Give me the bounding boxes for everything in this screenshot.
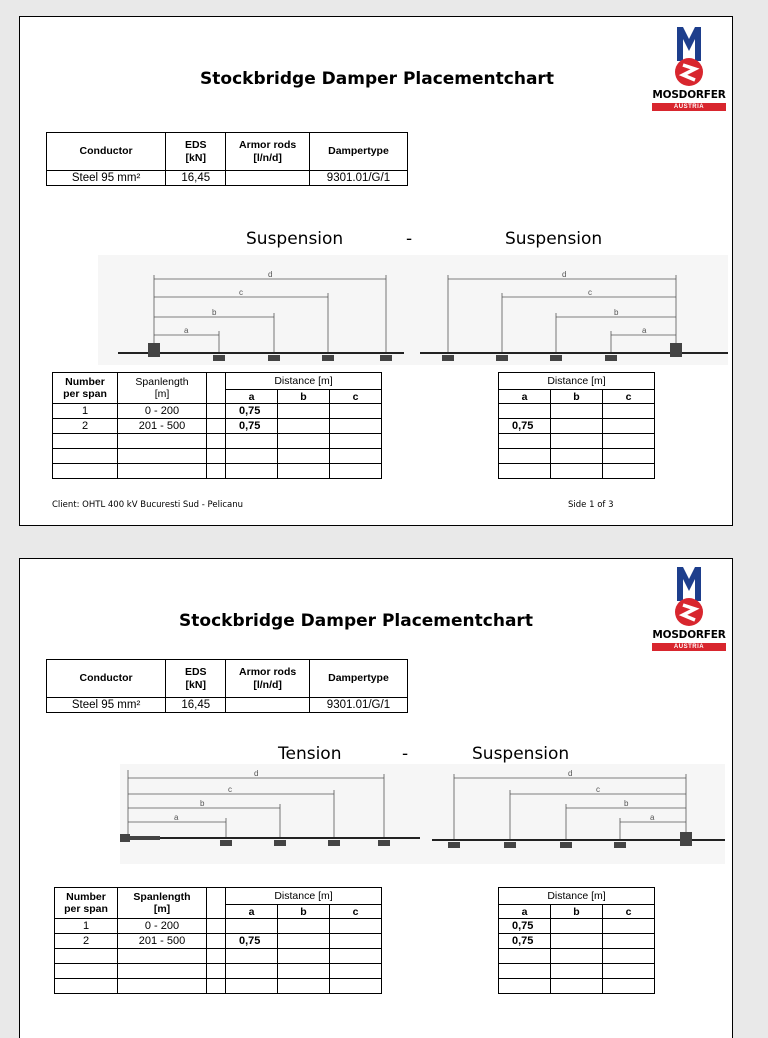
spacer-col <box>207 888 226 919</box>
cell-dampertype: 9301.01/G/1 <box>309 171 407 186</box>
cell-span: 0 - 200 <box>118 919 207 934</box>
table-row <box>55 979 655 994</box>
header-a: a <box>226 390 278 404</box>
cell-c-right <box>603 404 655 419</box>
dim-label-b: b <box>200 799 205 808</box>
cell-b <box>278 934 330 949</box>
config-right: Suspension <box>505 229 603 249</box>
cell-conductor: Steel 95 mm² <box>47 698 166 713</box>
cell-spacer <box>207 419 226 434</box>
cell-b-right <box>551 419 603 434</box>
header-a-right: a <box>499 390 551 404</box>
cell-span: 201 - 500 <box>118 419 207 434</box>
header-conductor: Conductor <box>47 660 166 698</box>
cell-spacer <box>207 919 226 934</box>
logo-brand: MOSDORFER <box>652 89 726 101</box>
cell-c <box>330 404 382 419</box>
dim-label-a-right: a <box>650 813 655 822</box>
header-conductor: Conductor <box>47 133 166 171</box>
header-armor-rods: Armor rods [l/n/d] <box>226 133 310 171</box>
cell-a: 0,75 <box>226 404 278 419</box>
header-c-right: c <box>603 905 655 919</box>
table-row <box>55 949 655 964</box>
header-distance-right: Distance [m] <box>499 888 655 905</box>
damper-diagram-1 <box>98 255 728 365</box>
cell-a <box>226 919 278 934</box>
conductor-table <box>46 659 408 713</box>
header-c: c <box>330 905 382 919</box>
table-row <box>55 934 655 949</box>
header-b-right: b <box>551 905 603 919</box>
gap-col <box>382 888 499 994</box>
cell-span: 201 - 500 <box>118 934 207 949</box>
header-c: c <box>330 390 382 404</box>
header-distance-left: Distance [m] <box>226 888 382 905</box>
header-distance-left: Distance [m] <box>226 373 382 390</box>
dim-label-d: d <box>268 270 273 279</box>
table-row <box>55 964 655 979</box>
dim-label-c-right: c <box>588 288 592 297</box>
cell-b-right <box>551 404 603 419</box>
header-b: b <box>278 390 330 404</box>
cell-conductor: Steel 95 mm² <box>47 171 166 186</box>
cell-a-right: 0,75 <box>499 934 551 949</box>
dim-label-a-right: a <box>642 326 647 335</box>
cell-eds: 16,45 <box>166 171 226 186</box>
header-b: b <box>278 905 330 919</box>
sheet-title: Stockbridge Damper Placementchart <box>179 611 533 631</box>
cell-c <box>330 934 382 949</box>
cell-b <box>278 419 330 434</box>
cell-number: 1 <box>53 404 118 419</box>
cell-b <box>278 404 330 419</box>
header-b-right: b <box>551 390 603 404</box>
header-a: a <box>226 905 278 919</box>
sheet-2 <box>19 558 733 1038</box>
dim-label-d: d <box>254 769 259 778</box>
header-eds: EDS [kN] <box>166 660 226 698</box>
dim-label-c: c <box>239 288 243 297</box>
cell-b-right <box>551 934 603 949</box>
dim-label-d-right: d <box>562 270 567 279</box>
table-row <box>53 404 655 419</box>
cell-dampertype: 9301.01/G/1 <box>309 698 407 713</box>
config-left: Tension <box>278 744 342 764</box>
logo-brand: MOSDORFER <box>652 629 726 641</box>
header-spanlength: Spanlength [m] <box>118 373 207 404</box>
header-distance-right: Distance [m] <box>499 373 655 390</box>
distance-table <box>52 372 655 479</box>
header-spanlength: Spanlength [m] <box>118 888 207 919</box>
config-left: Suspension <box>246 229 344 249</box>
damper-diagram-2 <box>120 764 725 864</box>
spacer-col <box>207 373 226 404</box>
header-number-per-span: Number per span <box>53 373 118 404</box>
header-dampertype: Dampertype <box>309 133 407 171</box>
cell-c <box>330 919 382 934</box>
cell-c-right <box>603 919 655 934</box>
mosdorfer-logo <box>649 565 729 661</box>
dim-label-a: a <box>184 326 189 335</box>
header-eds: EDS [kN] <box>166 133 226 171</box>
table-row <box>53 449 655 464</box>
footer-page: Side 1 of 3 <box>568 500 614 510</box>
header-dampertype: Dampertype <box>309 660 407 698</box>
header-c-right: c <box>603 390 655 404</box>
cell-a: 0,75 <box>226 419 278 434</box>
sheet-1 <box>19 16 733 526</box>
dim-label-d-right: d <box>568 769 573 778</box>
cell-number: 2 <box>55 934 118 949</box>
table-row <box>53 464 655 479</box>
cell-spacer <box>207 404 226 419</box>
table-row <box>53 419 655 434</box>
config-separator: - <box>406 229 413 249</box>
table-row <box>53 434 655 449</box>
config-separator: - <box>402 744 409 764</box>
table-row <box>55 919 655 934</box>
cell-a: 0,75 <box>226 934 278 949</box>
distance-table <box>54 887 655 994</box>
cell-armor-rods <box>226 698 310 713</box>
header-number-per-span: Number per span <box>55 888 118 919</box>
dim-label-b-right: b <box>614 308 619 317</box>
cell-eds: 16,45 <box>166 698 226 713</box>
cell-a-right <box>499 404 551 419</box>
cell-a-right: 0,75 <box>499 419 551 434</box>
sheet-title: Stockbridge Damper Placementchart <box>200 69 554 89</box>
cell-span: 0 - 200 <box>118 404 207 419</box>
logo-sub: AUSTRIA <box>652 643 726 651</box>
conductor-table <box>46 132 408 186</box>
header-a-right: a <box>499 905 551 919</box>
header-armor-rods: Armor rods [l/n/d] <box>226 660 310 698</box>
cell-spacer <box>207 934 226 949</box>
cell-c <box>330 419 382 434</box>
cell-number: 2 <box>53 419 118 434</box>
dim-label-b-right: b <box>624 799 629 808</box>
config-right: Suspension <box>472 744 570 764</box>
dim-label-b: b <box>212 308 217 317</box>
footer-client: Client: OHTL 400 kV Bucuresti Sud - Pelicanu <box>52 500 243 510</box>
cell-armor-rods <box>226 171 310 186</box>
mosdorfer-logo <box>649 25 729 121</box>
cell-number: 1 <box>55 919 118 934</box>
cell-b <box>278 919 330 934</box>
cell-a-right: 0,75 <box>499 919 551 934</box>
cell-b-right <box>551 919 603 934</box>
gap-col <box>382 373 499 479</box>
dim-label-c: c <box>228 785 232 794</box>
cell-c-right <box>603 419 655 434</box>
dim-label-a: a <box>174 813 179 822</box>
dim-label-c-right: c <box>596 785 600 794</box>
logo-sub: AUSTRIA <box>652 103 726 111</box>
cell-c-right <box>603 934 655 949</box>
